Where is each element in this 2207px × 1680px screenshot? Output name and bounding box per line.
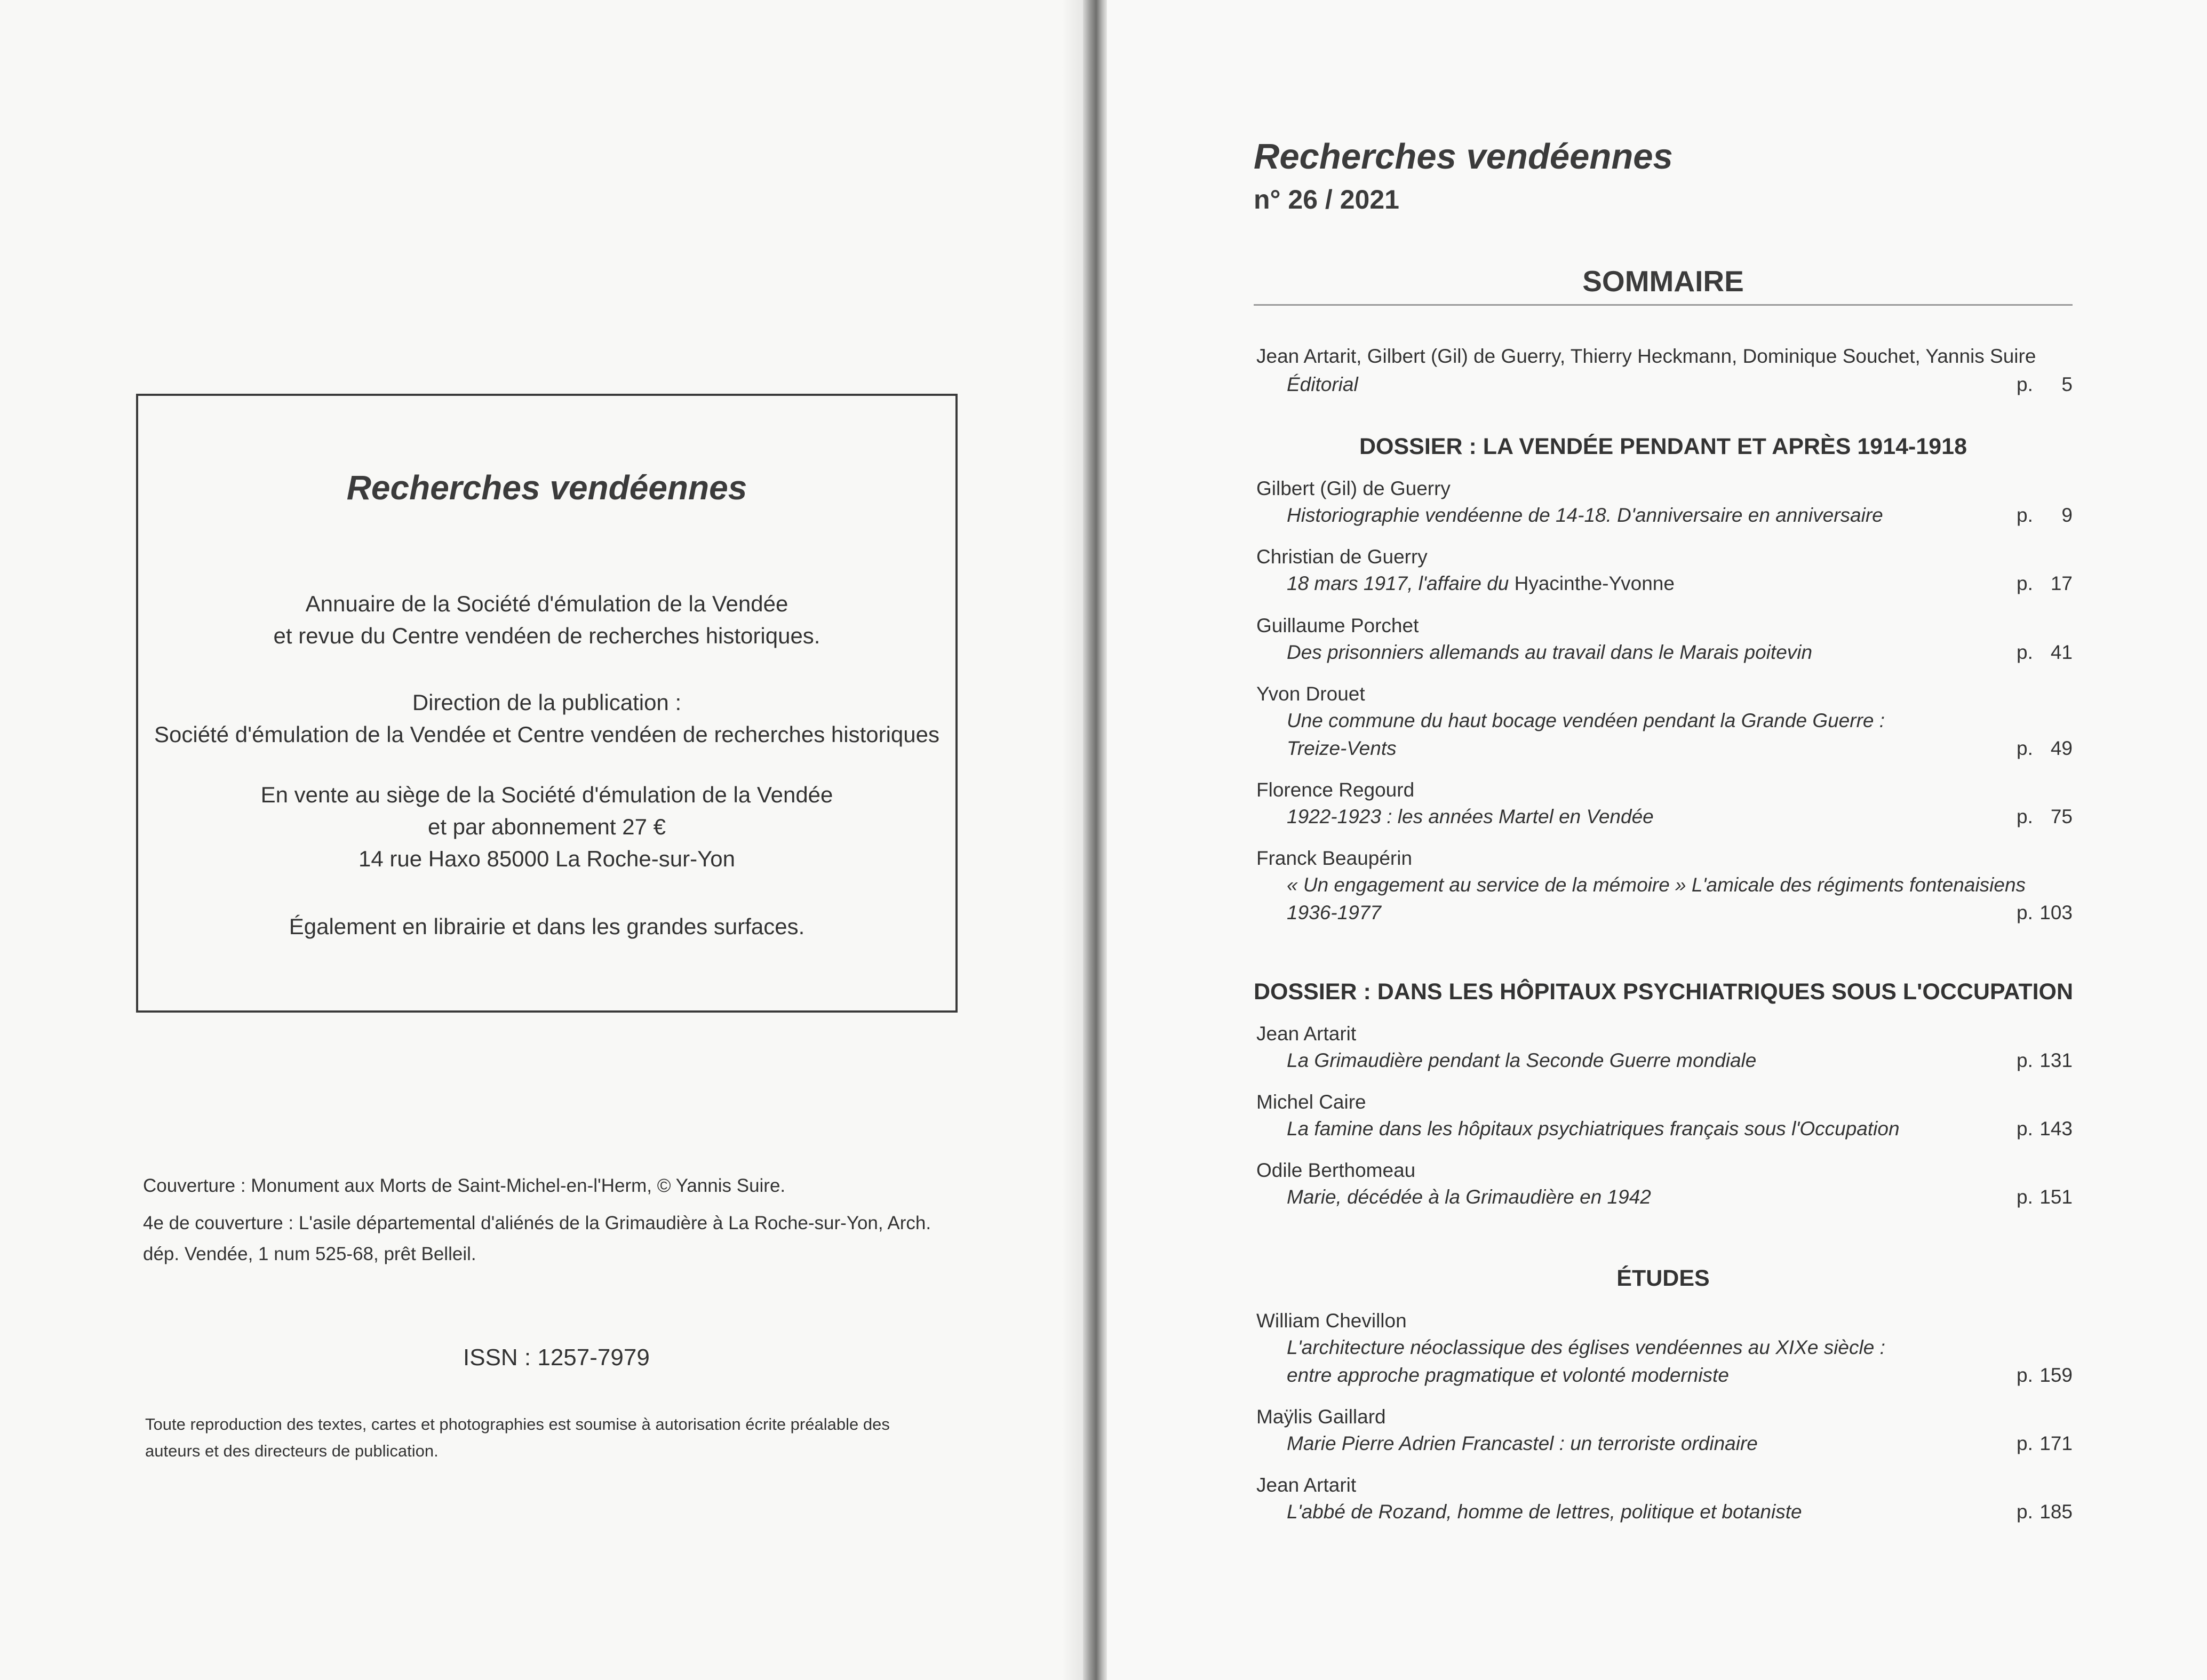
page-prefix: p.: [2017, 1118, 2033, 1140]
toc-page: [2017, 504, 2073, 527]
toc-title: Historiographie vendéenne de 14-18. D'anniversaire en anniversaire: [1287, 504, 1883, 526]
toc-page: [2017, 1364, 2073, 1387]
box-title: Recherches vendéennes: [346, 468, 747, 507]
toc-page: [2017, 902, 2073, 924]
page-number: 17: [2050, 572, 2073, 594]
toc-title: [1287, 572, 1675, 595]
toc-author: Christian de Guerry: [1256, 546, 1428, 568]
page-prefix: p.: [2017, 806, 2033, 827]
toc-author: William Chevillon: [1256, 1310, 1407, 1332]
section-heading: DOSSIER : DANS LES HÔPITAUX PSYCHIATRIQUES SOUS L'OCCUPATION: [1254, 979, 2074, 1005]
back-cover-credit-cont: dép. Vendée, 1 num 525-68, prêt Belleil.: [143, 1244, 476, 1264]
toc-page: [2017, 641, 2073, 664]
book-gutter: [1083, 0, 1107, 1680]
page-number: 5: [2061, 373, 2073, 395]
title-italic-part: 18 mars 1917, l'affaire du: [1287, 572, 1509, 594]
toc-page: [2017, 373, 2073, 396]
direction-line: Société d'émulation de la Vendée et Centre vendéen de recherches historiques: [154, 722, 939, 747]
publication-info-box: [136, 394, 958, 1013]
page-number: 171: [2039, 1432, 2073, 1454]
divider: [1254, 304, 2073, 306]
toc-title: Marie Pierre Adrien Francastel : un terroriste ordinaire: [1287, 1432, 1758, 1454]
section-heading: ÉTUDES: [1616, 1265, 1710, 1291]
toc-title: Une commune du haut bocage vendéen pendant la Grande Guerre :: [1287, 710, 1885, 731]
toc-author: Jean Artarit: [1256, 1023, 1357, 1045]
about-line: et revue du Centre vendéen de recherches historiques.: [273, 623, 820, 648]
issn: ISSN : 1257-7979: [463, 1344, 650, 1371]
page-number: 143: [2039, 1118, 2073, 1140]
toc-page: [2017, 1049, 2073, 1072]
toc-page: [2017, 1501, 2073, 1523]
toc-page: [2017, 737, 2073, 760]
toc-author: Jean Artarit, Gilbert (Gil) de Guerry, Thierry Heckmann, Dominique Souchet, Yannis Suire: [1256, 345, 2036, 367]
page-prefix: p.: [2017, 1049, 2033, 1071]
toc-author: Florence Regourd: [1256, 779, 1415, 801]
rights-notice: [145, 1411, 890, 1464]
toc-page: [2017, 1118, 2073, 1140]
toc-author: Yvon Drouet: [1256, 683, 1365, 705]
page-prefix: p.: [2017, 504, 2033, 526]
page-prefix: p.: [2017, 641, 2033, 663]
page-prefix: p.: [2017, 1501, 2033, 1523]
toc-title: L'architecture néoclassique des églises vendéennes au XIXe siècle :: [1287, 1336, 1885, 1358]
toc-title: « Un engagement au service de la mémoire » L'amicale des régiments fontenaisiens: [1287, 874, 2026, 896]
toc-title-cont: 1936-1977: [1287, 902, 1381, 923]
gutter-shadow: [1062, 0, 1083, 1680]
direction-line: Direction de la publication :: [412, 690, 682, 715]
about-paragraph: [138, 588, 955, 652]
ship-name: Hyacinthe-Yvonne: [1509, 572, 1675, 594]
page-prefix: p.: [2017, 902, 2033, 923]
toc-title: La famine dans les hôpitaux psychiatriques français sous l'Occupation: [1287, 1118, 1900, 1140]
sale-line: et par abonnement 27 €: [427, 814, 666, 839]
sale-line: En vente au siège de la Société d'émulation de la Vendée: [260, 782, 833, 807]
page-prefix: p.: [2017, 572, 2033, 594]
sale-line: 14 rue Haxo 85000 La Roche-sur-Yon: [358, 846, 735, 871]
page-prefix: p.: [2017, 1364, 2033, 1386]
toc-title-cont: Treize-Vents: [1287, 737, 1397, 759]
sommaire-heading: SOMMAIRE: [1582, 265, 1744, 298]
page-number: 151: [2039, 1186, 2073, 1208]
left-page: [0, 0, 1083, 1680]
toc-title: La Grimaudière pendant la Seconde Guerre mondiale: [1287, 1049, 1757, 1071]
toc-title: Marie, décédée à la Grimaudière en 1942: [1287, 1186, 1651, 1208]
availability-paragraph: [138, 911, 955, 943]
toc-title: Éditorial: [1287, 373, 1358, 395]
page-number: 49: [2050, 737, 2073, 759]
page-prefix: p.: [2017, 1186, 2033, 1208]
rights-line: Toute reproduction des textes, cartes et photographies est soumise à autorisation écrite préalable des: [145, 1415, 890, 1434]
about-line: Annuaire de la Société d'émulation de la Vendée: [305, 591, 788, 616]
sale-paragraph: [138, 779, 955, 875]
toc-author: Michel Caire: [1256, 1091, 1366, 1113]
toc-title-cont: entre approche pragmatique et volonté moderniste: [1287, 1364, 1729, 1386]
rights-line: auteurs et des directeurs de publication.: [145, 1442, 439, 1460]
issue-number: n° 26 / 2021: [1254, 185, 1399, 214]
toc-page: [2017, 1186, 2073, 1208]
toc-page: [2017, 806, 2073, 828]
direction-paragraph: [138, 687, 955, 751]
toc-page: [2017, 572, 2073, 595]
page-number: 103: [2039, 902, 2073, 923]
page-number: 75: [2050, 806, 2073, 827]
journal-title: Recherches vendéennes: [1254, 137, 1673, 177]
toc-page: [2017, 1432, 2073, 1455]
toc-title: 1922-1923 : les années Martel en Vendée: [1287, 806, 1654, 827]
cover-credit: Couverture : Monument aux Morts de Saint-Michel-en-l'Herm, © Yannis Suire.: [143, 1175, 786, 1196]
page-prefix: p.: [2017, 1432, 2033, 1454]
section-heading: DOSSIER : LA VENDÉE PENDANT ET APRÈS 1914-1918: [1359, 434, 1967, 459]
back-cover-credit: 4e de couverture : L'asile départemental d'aliénés de la Grimaudière à La Roche-sur-Yon, Arch.: [143, 1213, 931, 1233]
toc-title: Des prisonniers allemands au travail dans le Marais poitevin: [1287, 641, 1813, 663]
page-prefix: p.: [2017, 373, 2033, 395]
page-number: 131: [2039, 1049, 2073, 1071]
toc-author: Maÿlis Gaillard: [1256, 1406, 1386, 1428]
page-number: 41: [2050, 641, 2073, 663]
toc-author: Odile Berthomeau: [1256, 1159, 1416, 1181]
toc-author: Guillaume Porchet: [1256, 615, 1419, 636]
page-number: 9: [2061, 504, 2073, 526]
availability-line: Également en librairie et dans les grandes surfaces.: [289, 914, 805, 939]
toc-author: Gilbert (Gil) de Guerry: [1256, 477, 1451, 499]
page-number: 159: [2039, 1364, 2073, 1386]
page-number: 185: [2039, 1501, 2073, 1523]
toc-author: Jean Artarit: [1256, 1474, 1357, 1496]
page-prefix: p.: [2017, 737, 2033, 759]
toc-author: Franck Beaupérin: [1256, 847, 1413, 869]
toc-title: L'abbé de Rozand, homme de lettres, politique et botaniste: [1287, 1501, 1802, 1523]
